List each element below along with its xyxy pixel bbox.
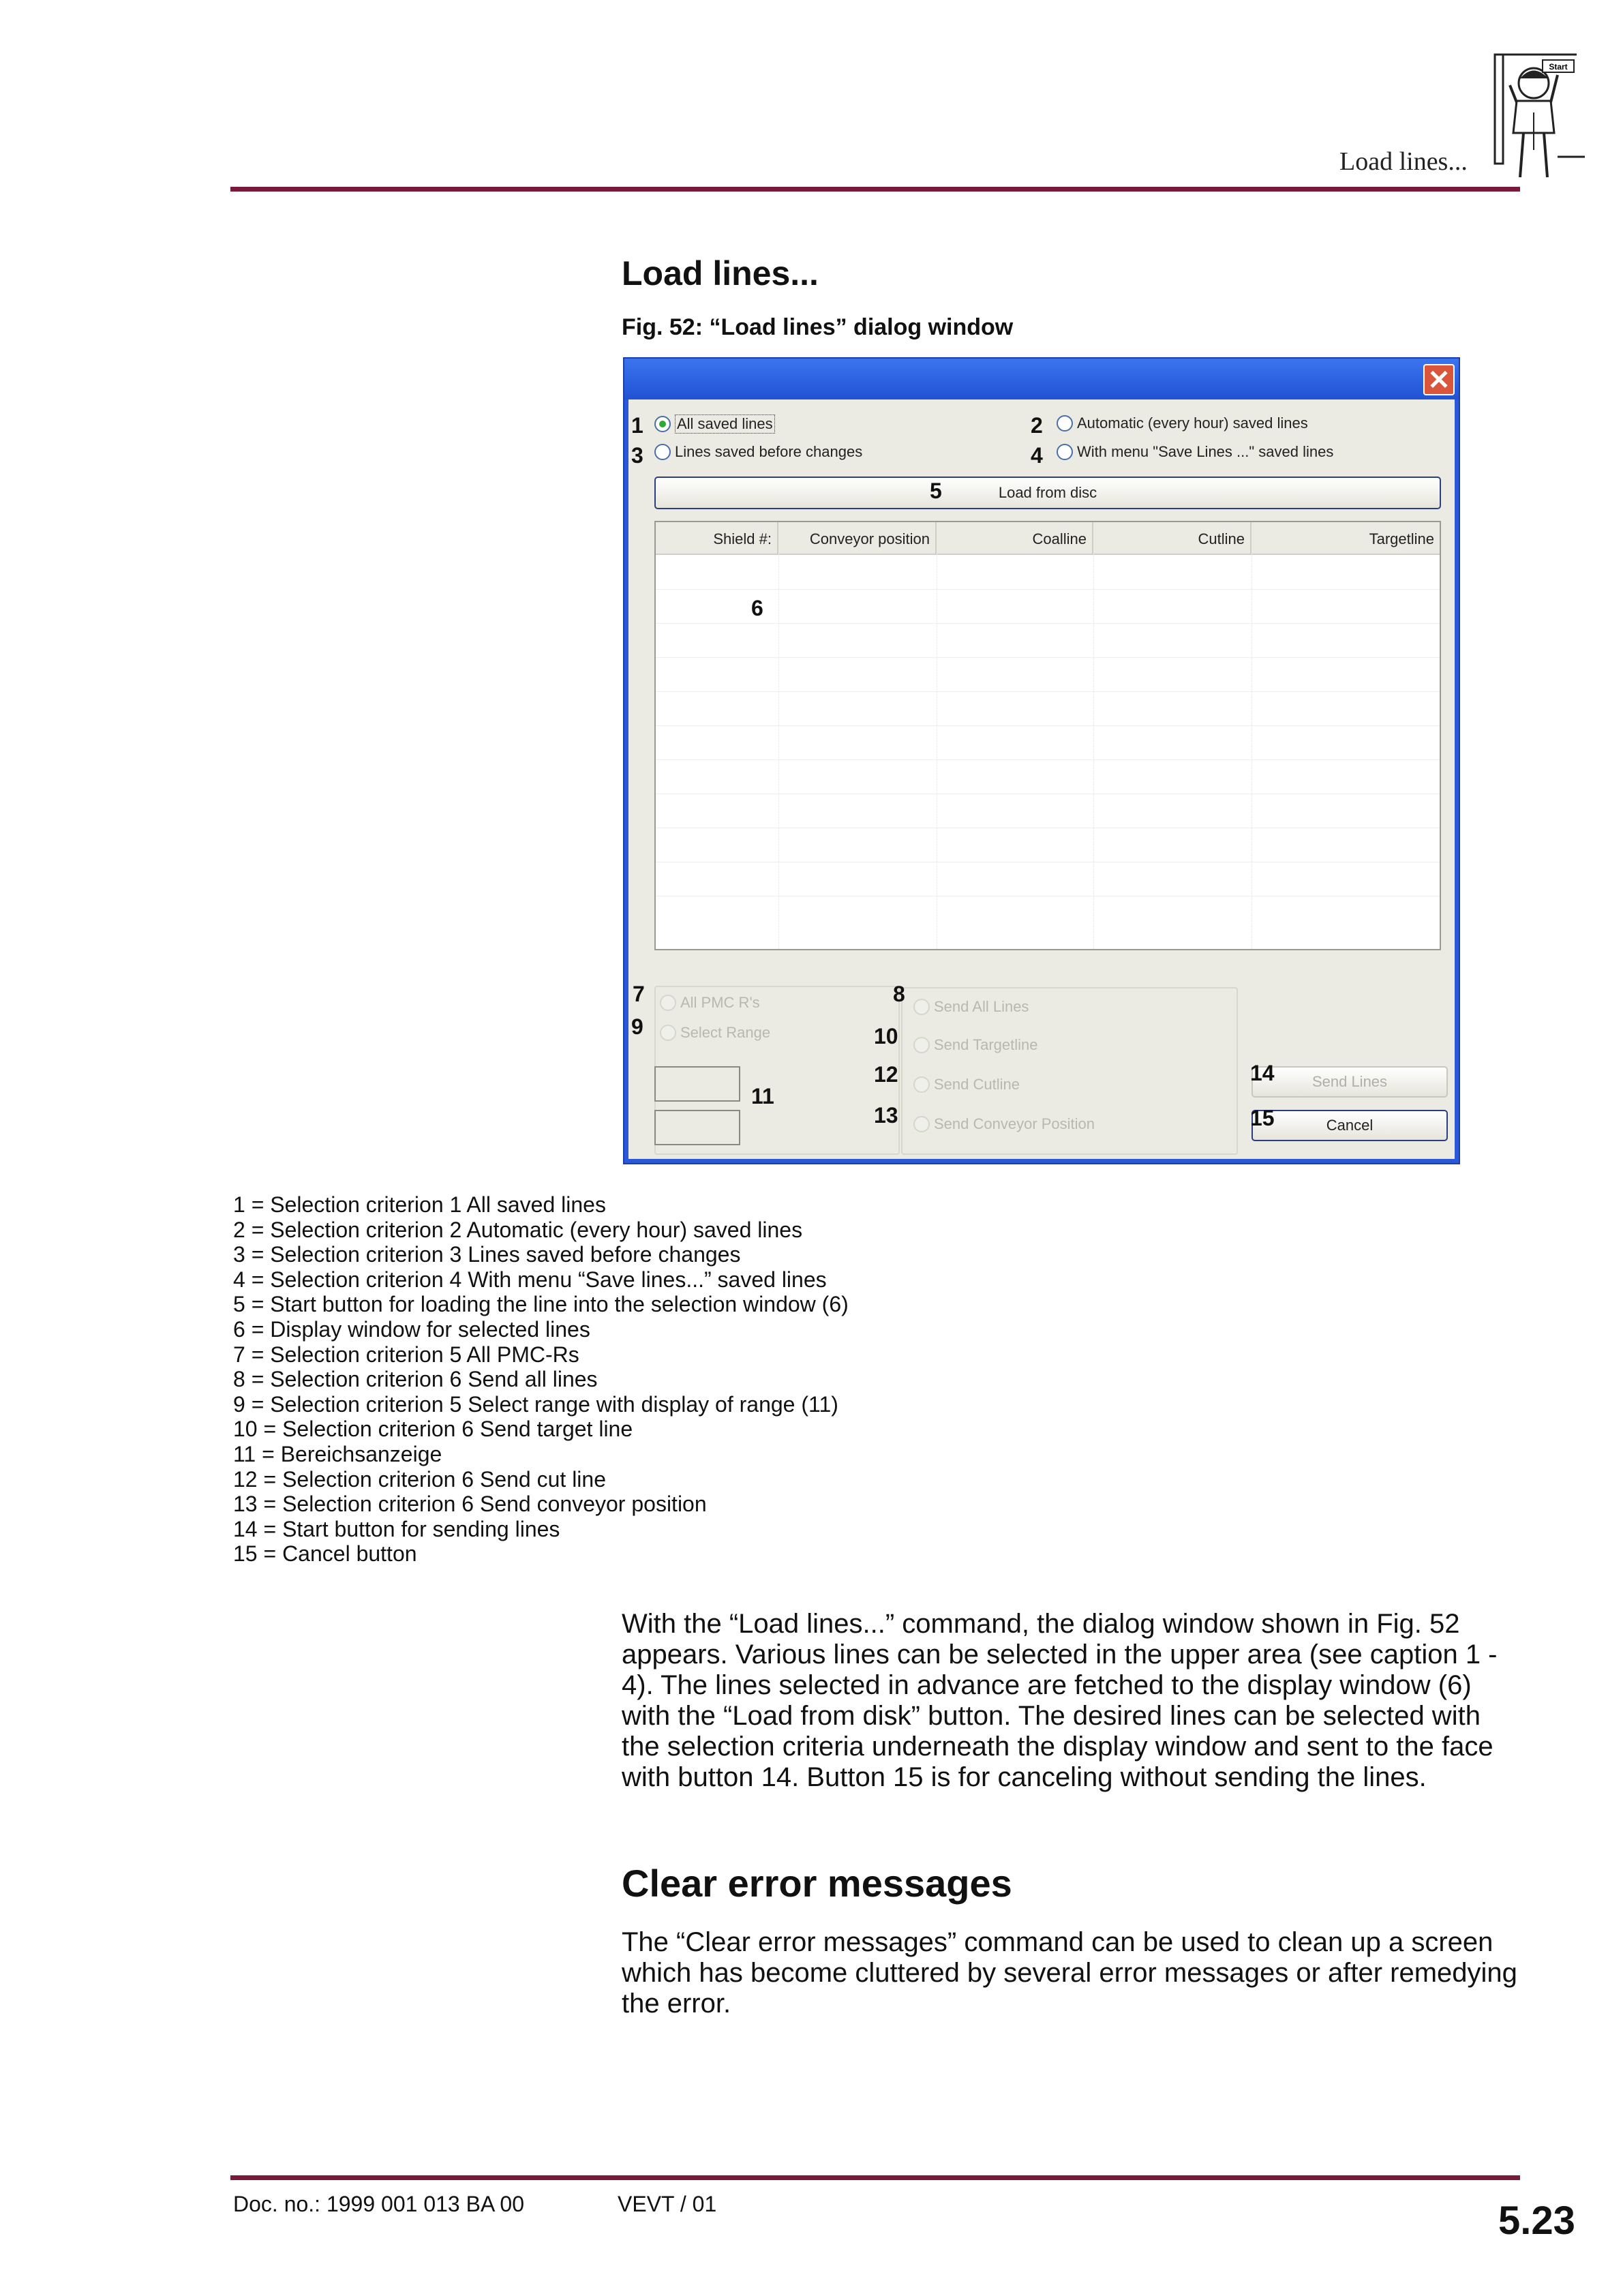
radio-icon bbox=[913, 999, 930, 1015]
legend-item: 5 = Start button for loading the line into the selection window (6) bbox=[233, 1292, 849, 1317]
figure-caption: Fig. 52: “Load lines” dialog window bbox=[622, 314, 1014, 340]
radio-all-saved-lines[interactable] bbox=[654, 414, 775, 434]
dialog-titlebar bbox=[624, 359, 1459, 399]
grid-row bbox=[656, 691, 1440, 692]
lines-display-grid[interactable] bbox=[654, 521, 1441, 950]
radio-with-menu-label: With menu "Save Lines ..." saved lines bbox=[1077, 443, 1334, 460]
column-conveyor-position[interactable]: Conveyor position bbox=[778, 522, 937, 554]
legend-item: 7 = Selection criterion 5 All PMC-Rs bbox=[233, 1342, 579, 1367]
callout-12: 12 bbox=[874, 1062, 898, 1087]
radio-icon bbox=[1057, 415, 1073, 432]
callout-1: 1 bbox=[631, 413, 643, 438]
header-section-title: Load lines... bbox=[1339, 147, 1468, 176]
grid-row bbox=[656, 725, 1440, 726]
radio-with-menu-saved-lines[interactable] bbox=[1057, 443, 1333, 461]
grid-row bbox=[656, 657, 1440, 658]
legend-item: 11 = Bereichsanzeige bbox=[233, 1441, 442, 1466]
radio-automatic-saved-lines[interactable] bbox=[1057, 414, 1308, 432]
miner-logo-icon bbox=[1489, 48, 1585, 184]
load-from-disc-button[interactable]: Load from disc bbox=[654, 477, 1441, 509]
callout-15: 15 bbox=[1250, 1106, 1275, 1130]
radio-send-cutline[interactable] bbox=[913, 1076, 1020, 1093]
range-to-field[interactable] bbox=[654, 1110, 740, 1145]
grid-header bbox=[656, 522, 1440, 555]
radio-icon bbox=[660, 995, 676, 1011]
radio-select-range[interactable] bbox=[660, 1024, 770, 1042]
radio-icon bbox=[654, 444, 671, 460]
radio-all-saved-label: All saved lines bbox=[675, 414, 775, 434]
column-shield[interactable]: Shield #: bbox=[656, 522, 778, 554]
body-paragraph-clear-errors: The “Clear error messages” command can be used to clean up a screen which has become cluttered by several error messages or after remedying the error. bbox=[622, 1927, 1517, 2019]
legend-item: 3 = Selection criterion 3 Lines saved before changes bbox=[233, 1242, 741, 1267]
page-heading: Load lines... bbox=[622, 254, 819, 292]
callout-13: 13 bbox=[874, 1103, 898, 1128]
callout-10: 10 bbox=[874, 1024, 898, 1048]
legend-item: 1 = Selection criterion 1 All saved lines bbox=[233, 1192, 606, 1217]
legend-item: 10 = Selection criterion 6 Send target line bbox=[233, 1417, 633, 1442]
legend-item: 2 = Selection criterion 2 Automatic (every hour) saved lines bbox=[233, 1217, 803, 1242]
legend-item: 15 = Cancel button bbox=[233, 1541, 417, 1567]
callout-5: 5 bbox=[930, 479, 942, 503]
send-lines-button[interactable]: Send Lines bbox=[1252, 1066, 1448, 1098]
callout-11: 11 bbox=[751, 1084, 774, 1108]
callout-9: 9 bbox=[631, 1014, 643, 1039]
grid-divider bbox=[778, 554, 779, 949]
legend-item: 4 = Selection criterion 4 With menu “Save lines...” saved lines bbox=[233, 1267, 827, 1292]
radio-send-conveyor-position[interactable] bbox=[913, 1115, 1095, 1133]
header-rule bbox=[230, 187, 1520, 192]
body-paragraph-load-lines: With the “Load lines...” command, the dialog window shown in Fig. 52 appears. Various lines can be selected in the upper area (see caption 1 - 4). The lines selected in advance are fetched to the display window (6) with the “Load from disk” button. The desired lines can be selected with the selection criteria underneath the display window and sent to the face with button 14. Button 15 is for canceling without sending the lines. bbox=[622, 1609, 1498, 1792]
footer-version: VEVT / 01 bbox=[618, 2192, 717, 2216]
dialog-body bbox=[628, 399, 1455, 1159]
radio-icon bbox=[660, 1025, 676, 1041]
load-lines-dialog bbox=[623, 357, 1460, 1164]
callout-2: 2 bbox=[1031, 413, 1043, 438]
figure-legend bbox=[233, 1192, 849, 1567]
grid-row bbox=[656, 623, 1440, 624]
callout-3: 3 bbox=[631, 443, 643, 468]
section-heading-clear-errors: Clear error messages bbox=[622, 1862, 1012, 1905]
radio-icon bbox=[913, 1037, 930, 1053]
legend-item: 13 = Selection criterion 6 Send conveyor position bbox=[233, 1492, 707, 1517]
legend-item: 14 = Start button for sending lines bbox=[233, 1516, 560, 1541]
logo-start-label: Start bbox=[1549, 62, 1568, 72]
footer-rule bbox=[230, 2175, 1520, 2180]
grid-row bbox=[656, 759, 1440, 760]
legend-item: 8 = Selection criterion 6 Send all lines bbox=[233, 1367, 598, 1392]
radio-all-pmc-rs[interactable] bbox=[660, 994, 760, 1012]
radio-send-targetline[interactable] bbox=[913, 1036, 1038, 1054]
radio-send-cut-label: Send Cutline bbox=[934, 1076, 1020, 1093]
range-from-field[interactable] bbox=[654, 1066, 740, 1102]
radio-automatic-label: Automatic (every hour) saved lines bbox=[1077, 414, 1308, 432]
callout-7: 7 bbox=[633, 982, 645, 1006]
column-targetline[interactable]: Targetline bbox=[1369, 530, 1434, 547]
radio-icon bbox=[913, 1076, 930, 1093]
column-cutline[interactable]: Cutline bbox=[1093, 522, 1252, 554]
page-number: 5.23 bbox=[1498, 2199, 1575, 2243]
legend-item: 6 = Display window for selected lines bbox=[233, 1316, 590, 1342]
cancel-button[interactable]: Cancel bbox=[1252, 1110, 1448, 1141]
radio-before-changes-label: Lines saved before changes bbox=[675, 443, 863, 460]
callout-8: 8 bbox=[893, 982, 905, 1006]
callout-6: 6 bbox=[751, 596, 763, 620]
radio-lines-saved-before-changes[interactable] bbox=[654, 443, 862, 461]
grid-row bbox=[656, 589, 1440, 590]
grid-divider bbox=[1093, 554, 1094, 949]
radio-icon bbox=[1057, 444, 1073, 460]
close-icon[interactable]: ✕ bbox=[1423, 364, 1455, 395]
radio-icon bbox=[913, 1116, 930, 1132]
radio-send-target-label: Send Targetline bbox=[934, 1036, 1038, 1053]
radio-all-pmc-label: All PMC R's bbox=[680, 994, 760, 1011]
radio-selected-icon bbox=[654, 416, 671, 432]
legend-item: 12 = Selection criterion 6 Send cut line bbox=[233, 1466, 606, 1492]
radio-send-all-lines[interactable] bbox=[913, 998, 1029, 1016]
radio-send-all-label: Send All Lines bbox=[934, 998, 1029, 1015]
column-coalline[interactable]: Coalline bbox=[937, 522, 1093, 554]
footer-doc-number: Doc. no.: 1999 001 013 BA 00 bbox=[233, 2192, 524, 2216]
callout-14: 14 bbox=[1250, 1061, 1275, 1085]
legend-item: 9 = Selection criterion 5 Select range with display of range (11) bbox=[233, 1391, 838, 1417]
callout-4: 4 bbox=[1031, 443, 1043, 468]
radio-select-range-label: Select Range bbox=[680, 1024, 771, 1041]
radio-send-conveyor-label: Send Conveyor Position bbox=[934, 1115, 1095, 1132]
